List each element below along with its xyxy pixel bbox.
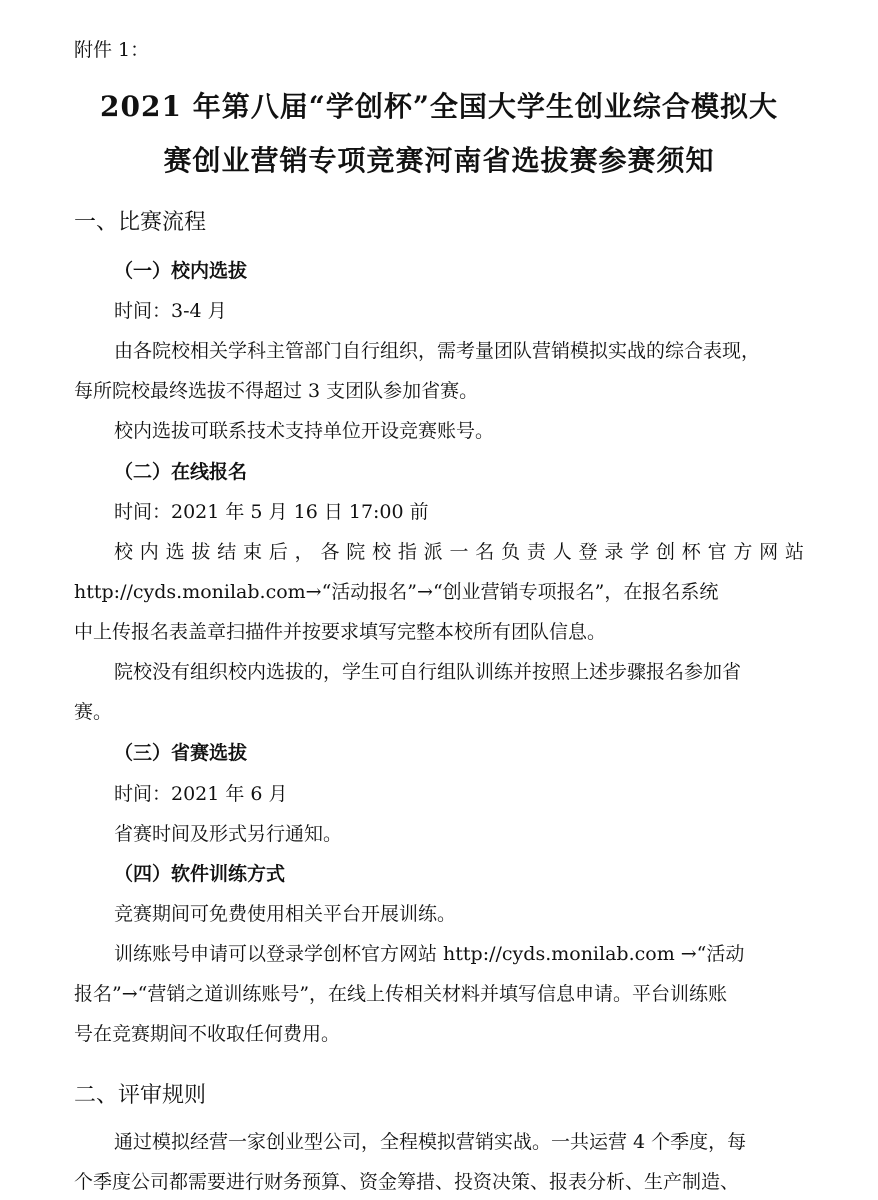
document-title-line-2: 赛创业营销专项竞赛河南省选拔赛参赛须知	[163, 144, 715, 177]
subsection-heading-online-registration: （二）在线报名	[114, 461, 248, 483]
paragraph-line: 竞赛期间可免费使用相关平台开展训练。	[114, 903, 457, 925]
paragraph-line: 通过模拟经营一家创业型公司，全程模拟营销实战。一共运营 4 个季度，每	[114, 1131, 747, 1153]
paragraph-line-with-url: http://cyds.monilab.com→“活动报名”→“创业营销专项报名”，在报名系统	[74, 581, 719, 603]
paragraph-school-selection-time: 时间：3-4 月	[114, 300, 227, 322]
paragraph-line: 中上传报名表盖章扫描件并按要求填写完整本校所有团队信息。	[74, 621, 607, 643]
section-heading-process: 一、比赛流程	[74, 210, 207, 235]
section-heading-evaluation-rules: 二、评审规则	[74, 1083, 207, 1108]
paragraph-line: 由各院校相关学科主管部门自行组织，需考量团队营销模拟实战的综合表现，	[114, 340, 761, 362]
subsection-heading-school-selection: （一）校内选拔	[114, 260, 248, 282]
paragraph-line: 每所院校最终选拔不得超过 3 支团队参加省赛。	[74, 380, 479, 402]
paragraph-line: 赛。	[74, 701, 113, 723]
paragraph-line: 个季度公司都需要进行财务预算、资金筹措、投资决策、报表分析、生产制造、	[74, 1171, 740, 1193]
document-title-line-1: 2021 年第八届“学创杯”全国大学生创业综合模拟大	[100, 90, 778, 123]
subsection-heading-provincial: （三）省赛选拔	[114, 742, 248, 764]
paragraph-provincial-time: 时间：2021 年 6 月	[114, 783, 288, 805]
paragraph-line: 号在竞赛期间不收取任何费用。	[74, 1023, 341, 1045]
attachment-label: 附件 1：	[74, 39, 150, 61]
paragraph-line-with-url: 训练账号申请可以登录学创杯官方网站 http://cyds.monilab.com →“活动	[114, 943, 745, 965]
paragraph-line: 校内选拔结束后，各院校指派一名负责人登录学创杯官方网站	[114, 541, 804, 563]
paragraph-line: 报名”→“营销之道训练账号”，在线上传相关材料并填写信息申请。平台训练账	[74, 983, 728, 1005]
paragraph-registration-time: 时间：2021 年 5 月 16 日 17:00 前	[114, 501, 429, 523]
subsection-heading-software-training: （四）软件训练方式	[114, 863, 286, 885]
paragraph-line: 省赛时间及形式另行通知。	[114, 823, 343, 845]
paragraph-line: 校内选拔可联系技术支持单位开设竞赛账号。	[114, 420, 495, 442]
paragraph-line: 院校没有组织校内选拔的，学生可自行组队训练并按照上述步骤报名参加省	[114, 661, 742, 683]
